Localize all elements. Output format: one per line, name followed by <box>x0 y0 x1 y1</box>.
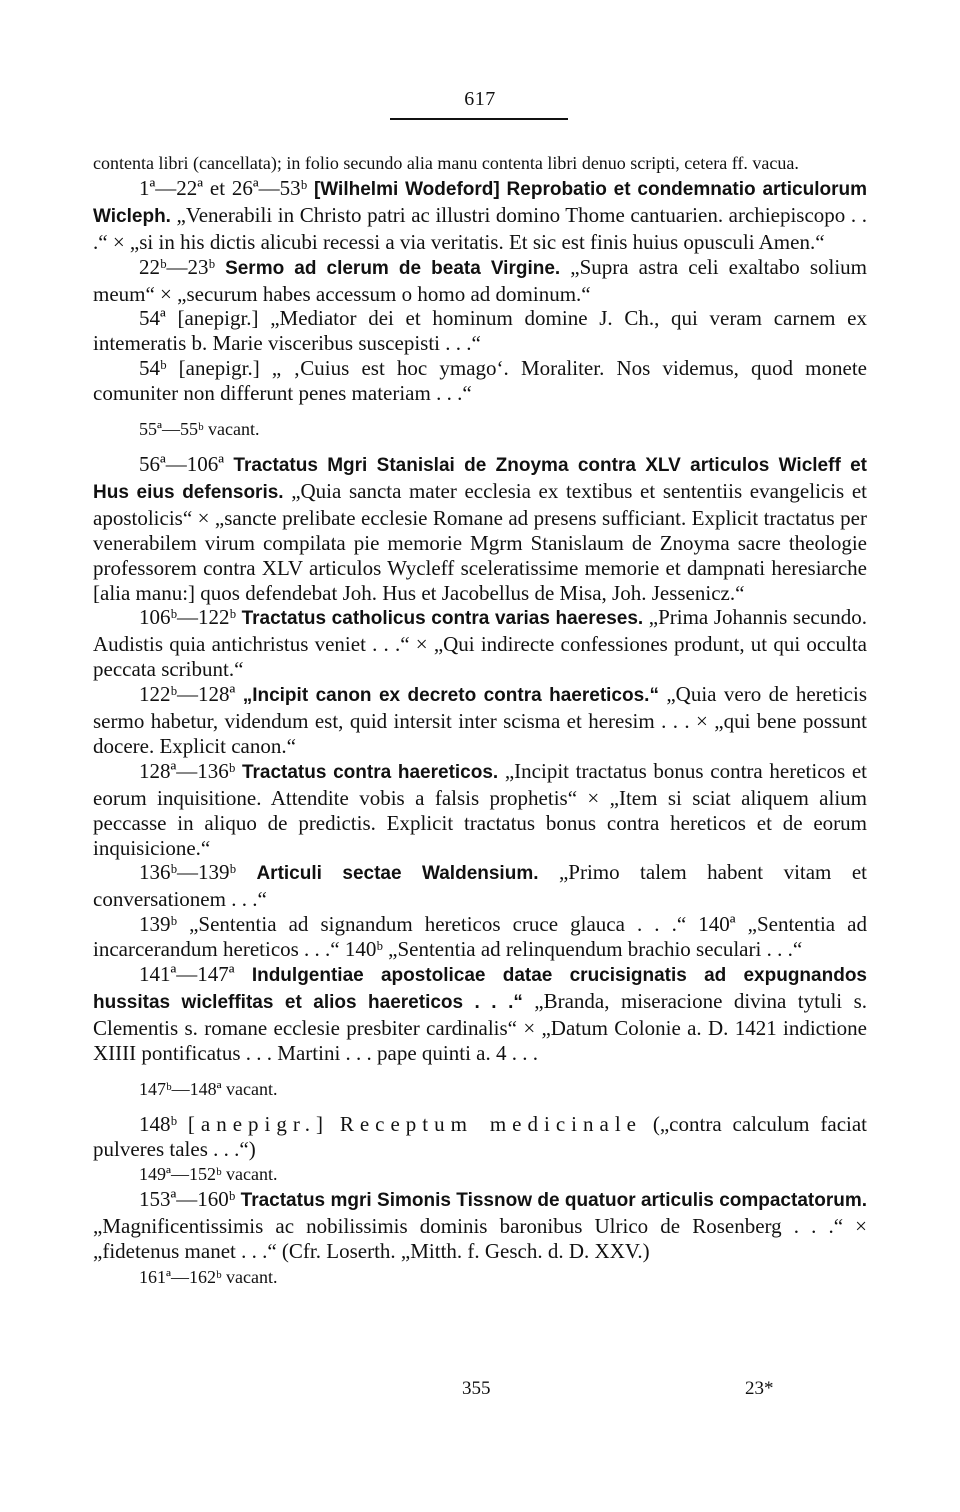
catalog-entry <box>93 1161 867 1187</box>
catalog-entry <box>93 356 867 406</box>
entry-text: 54ª [anepigr.] „Mediator dei et hominum domine J. Ch., qui veram carnem ex intemeratis b. Marie visceribus suscepisti . . .“ <box>93 306 867 356</box>
entry-text: 149ª—152ᵇ vacant. <box>139 1164 278 1185</box>
entry-text: „Quia vero de hereticis sermo habetur, videndum est, quid intersit inter scisma et heresim . . . × „qui bene possunt docere. Explicit canon.“ <box>93 682 867 758</box>
header-rule <box>390 118 568 120</box>
entry-spaced-text: Receptum medicinale <box>339 1111 642 1136</box>
entry-text: 106ᵇ—122ᵇ <box>139 605 242 630</box>
entry-title: Tractatus catholicus contra varias haereses. <box>241 608 644 630</box>
catalog-entry <box>93 1264 867 1290</box>
catalog-entry <box>93 150 867 176</box>
entry-title: „Incipit canon ex decreto contra haereticos.“ <box>242 685 659 707</box>
entry-text: „Branda, miseracione divina tytuli s. Clementis s. romane ecclesie presbiter cardinalis“ × „Datum Colonie a. D. 1421 indictione XIIII pontificatus . . . Martini . . . pape quinti a. 4 . . . <box>93 989 867 1065</box>
entry-text: „Incipit tractatus bonus contra hereticos et eorum inquisitione. Attendite vobis a falsis prophetis“ × „Item si sciat aliquem alium peccasse in aliquo de predictis. Explicit tractatus bonus contra hereticos et de eorum inquisicione.“ <box>93 758 867 860</box>
entry-text: 1ª—22ª et 26ª—53ᵇ <box>139 175 314 200</box>
entry-text: „Primo talem habent vitam et conversationem . . .“ <box>93 860 867 912</box>
entry-text: 139ᵇ „Sententia ad signandum hereticos cruce glauca . . .“ 140ª „Sententia ad incarcerandum hereticos . . .“ 140ᵇ „Sententia ad relinquendum brachio seculari . . .“ <box>93 912 867 962</box>
catalog-entry <box>93 962 867 1066</box>
entry-title: Articuli sectae Waldensium. <box>256 863 539 885</box>
catalog-entry <box>93 176 867 255</box>
catalog-entry <box>93 255 867 307</box>
entry-title: [Wilhelmi Wodeford] Reprobatio et condemnatio articulorum Wicleph. <box>93 178 867 227</box>
entry-title: Sermo ad clerum de beata Virgine. <box>225 257 561 279</box>
catalog-entry <box>93 860 867 912</box>
entry-text: 148ᵇ <box>139 1111 188 1136</box>
entry-text: 136ᵇ—139ᵇ <box>139 860 257 885</box>
entry-text: 22ᵇ—23ᵇ <box>139 254 226 279</box>
catalog-entry <box>93 306 867 356</box>
entry-text: contenta libri (cancellata); in folio secundo alia manu contenta libri denuo scripti, cetera ff. vacua. <box>93 153 799 173</box>
entry-text: 122ᵇ—128ª <box>139 682 243 707</box>
entry-text: 147ᵇ—148ª vacant. <box>139 1078 278 1099</box>
entry-text: „Magnificentissimis ac nobilissimis dominis baronibus Ulrico de Rosenberg . . .“ × „fidetenus manet . . .“ (Cfr. Loserth. „Mitth. f. Gesch. d. D. XXV.) <box>93 1214 867 1264</box>
catalog-entry <box>93 1187 867 1264</box>
entry-text: „Supra astra celi exaltabo solium meum“ × „securum habes accessum o homo ad dominum.“ <box>93 254 868 306</box>
catalog-entry <box>93 1112 867 1162</box>
entry-title: Tractatus Mgri Stanislai de Znoyma contra XLV articulos Wicleff et Hus eius defensoris. <box>93 454 868 503</box>
catalog-entry <box>93 452 867 605</box>
entry-text: 153ª—160ᵇ <box>139 1187 241 1212</box>
catalog-entry <box>93 759 867 861</box>
page-number: 617 <box>464 88 496 110</box>
entry-title: Tractatus contra haereticos. <box>241 761 499 783</box>
catalog-text <box>93 150 867 1290</box>
catalog-entry <box>93 1076 867 1102</box>
catalog-entry <box>93 605 867 682</box>
entry-text: 128ª—136ᵇ <box>139 758 242 783</box>
entry-text: 56ª—106ª <box>139 451 234 476</box>
entry-text: („contra calculum faciat pulveres tales . . .“) <box>93 1111 868 1161</box>
sheet-number: 23* <box>745 1378 774 1399</box>
entry-text: 55ª—55ᵇ vacant. <box>139 419 260 440</box>
entry-spaced-text: [anepigr.] <box>187 1111 329 1136</box>
catalog-entry <box>93 912 867 962</box>
entry-text: 54ᵇ [anepigr.] „ ‚Cuius est hoc ymago‘. Moraliter. Nos videmus, quod monete comuniter non differunt penes materiam . . .“ <box>93 356 867 406</box>
entry-text: „Quia sancta mater ecclesia ex textibus et sententiis evangelicis et apostolicis“ × „sancte prelibate ecclesie Romane ad presens sufficiant. Explicit tractatus per venerabilem virum compilata pie memorie Mgrm Stanislaum de Znoyma sacre theologie professorem contra XLV articulos Wycleff sceleratissime memorie et dampnati heresiarche [alia manu:] quos defendebat Joh. Hus et Jacobellus de Misa, Joh. Jessenicz.“ <box>93 478 867 605</box>
entry-text: „Prima Johannis secundo. Audistis quia antichristus veniet . . .“ × „Qui indirecte confessiones produnt, ut qui occulta peccata scribunt.“ <box>93 605 867 682</box>
entry-text: 141ª—147ª <box>139 962 252 987</box>
catalog-entry <box>93 416 867 442</box>
entry-title: Indulgentiae apostolicae datae crucisignatis ad expugnandos hussitas wicleffitas et alios haereticos . . .“ <box>93 965 867 1013</box>
entry-text: 161ª—162ᵇ vacant. <box>139 1267 278 1288</box>
signature-mark: 355 <box>462 1378 491 1399</box>
entry-text: „Venerabili in Christo patri ac illustri domino Thome cantuarien. archiepiscopo . . .“ × „si in his dictis alicubi recessi a via veritatis. Et sic est finis huius opusculi Amen.“ <box>93 202 867 254</box>
catalog-entry <box>93 682 867 759</box>
entry-text <box>329 1112 340 1136</box>
entry-title: Tractatus mgri Simonis Tissnow de quatuor articulis compactatorum. <box>240 1190 867 1212</box>
